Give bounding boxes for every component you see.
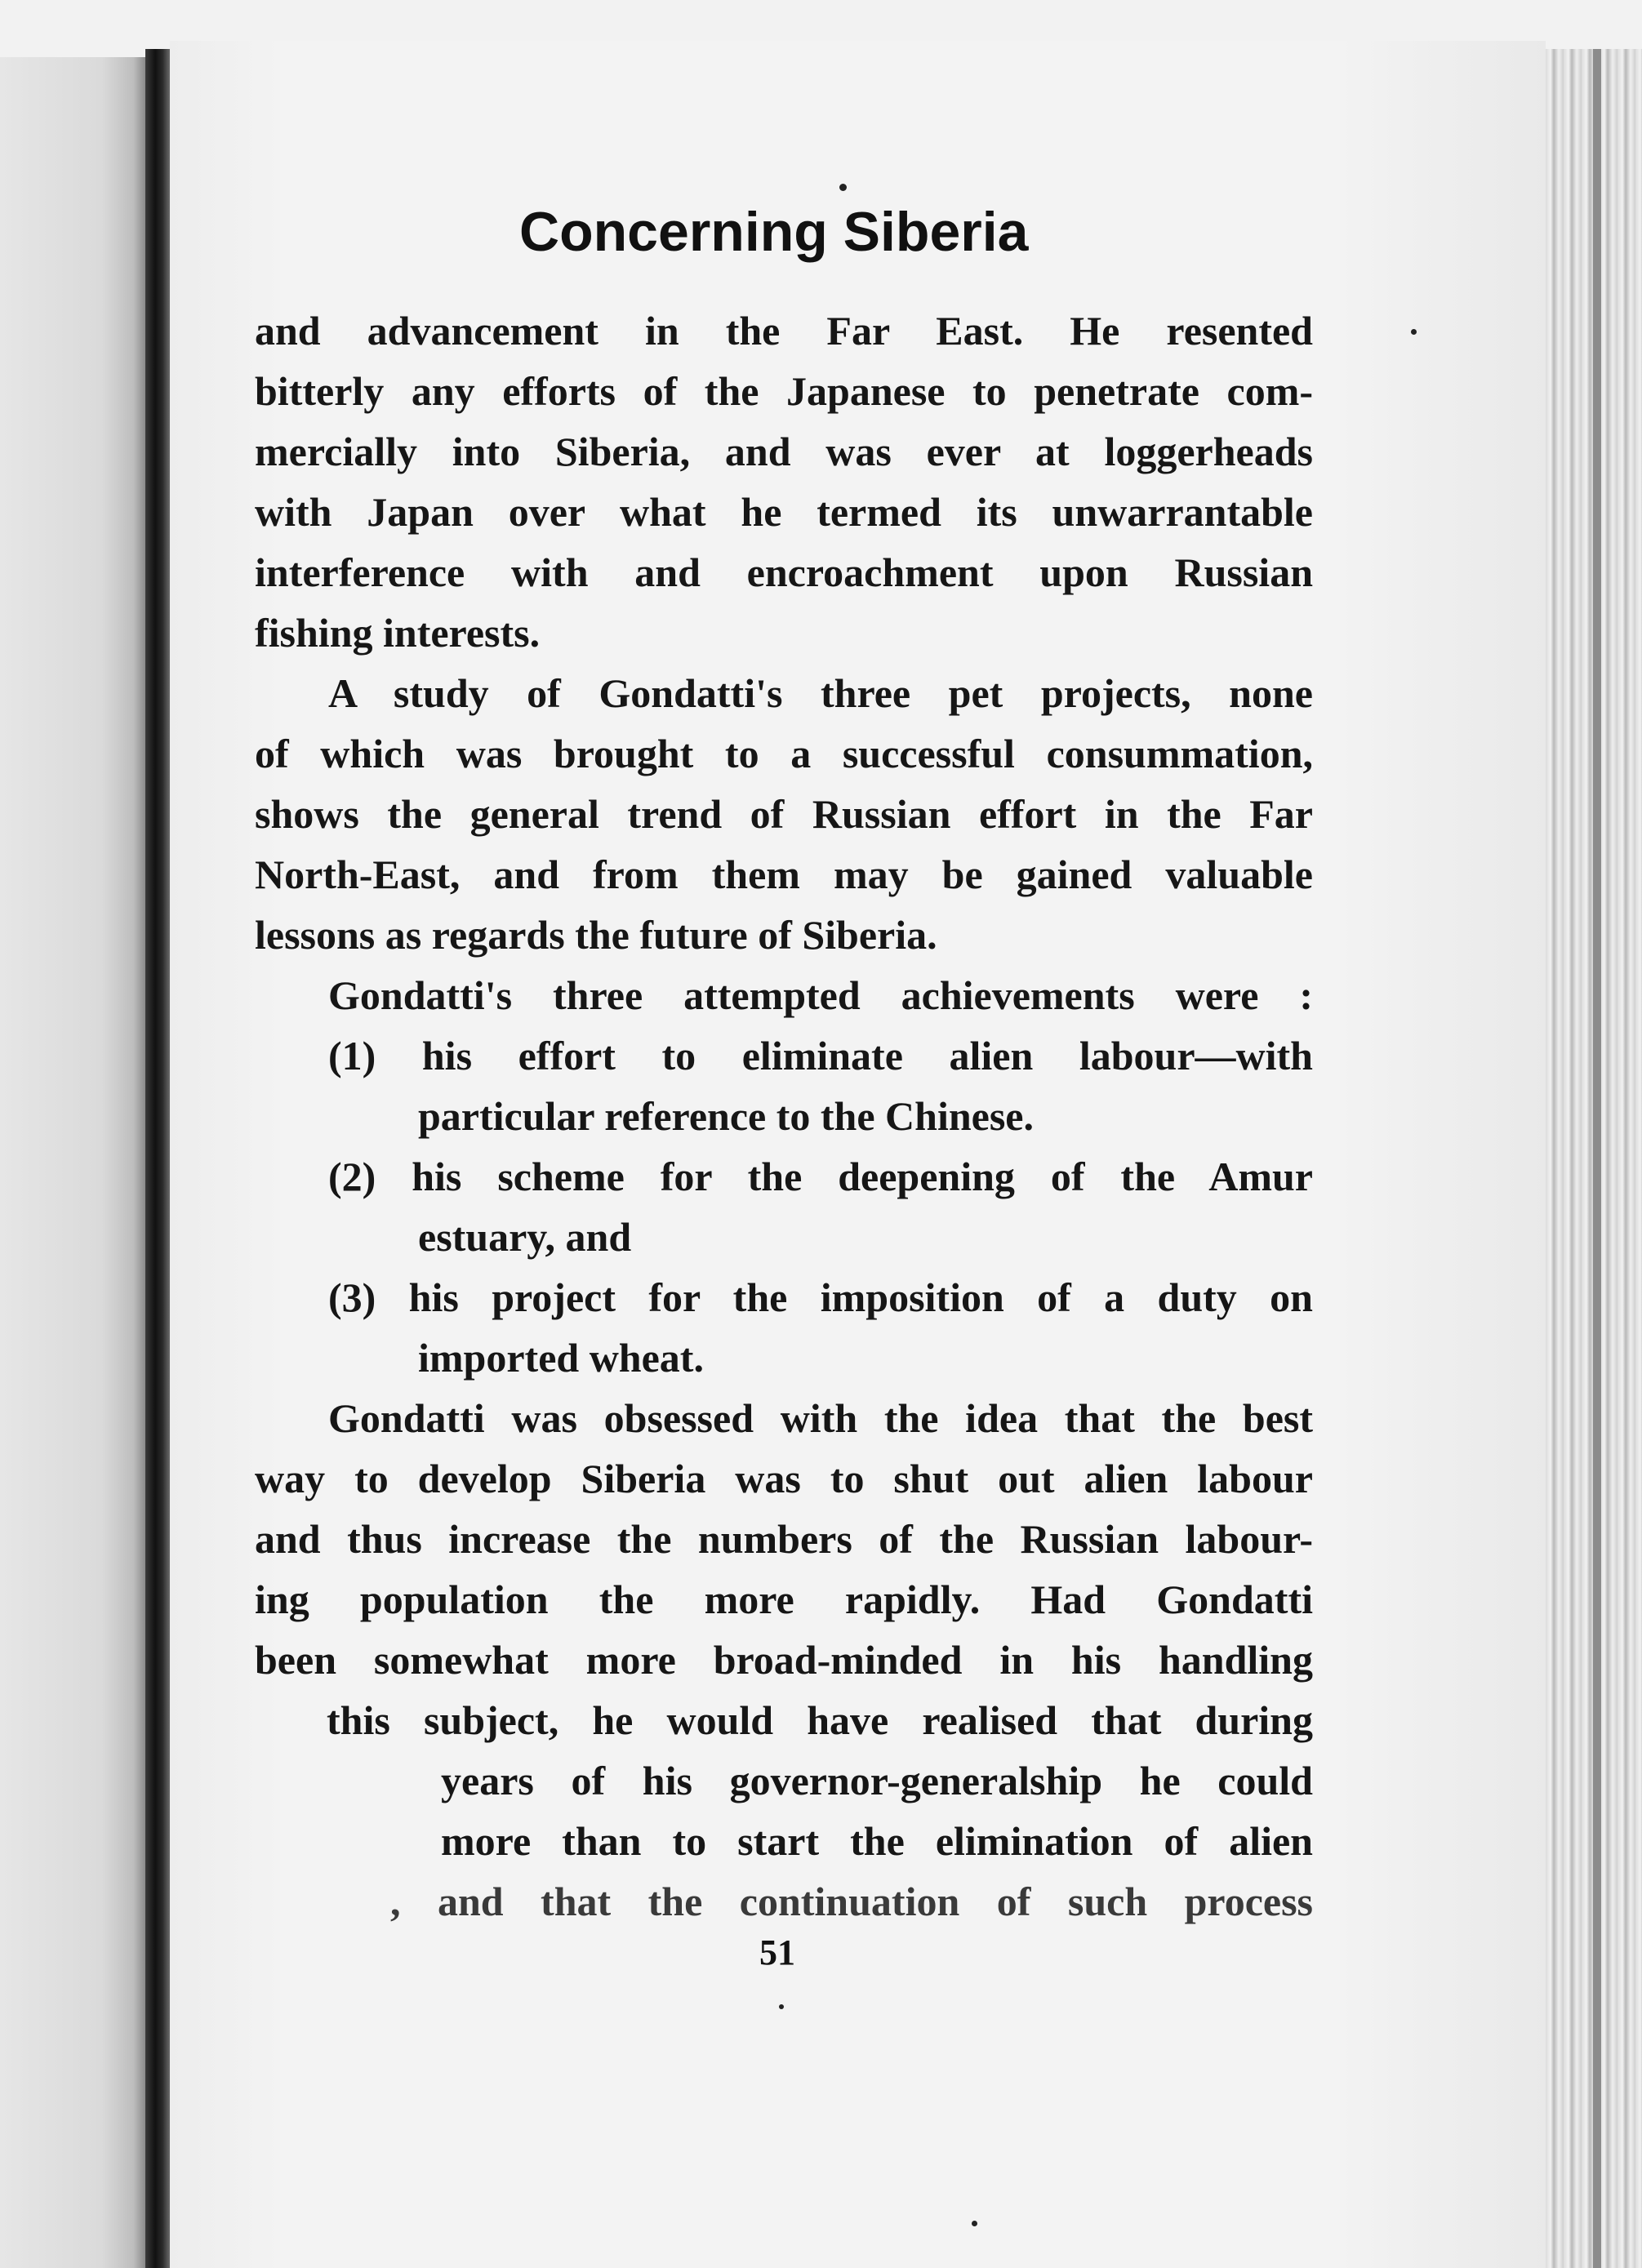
text-line: fishing interests.	[255, 610, 541, 656]
text-line: of which was brought to a successful consummation,	[255, 731, 1313, 776]
text-line: way to develop Siberia was to shut out alien labour	[255, 1456, 1313, 1501]
list-item-continuation: estuary, and	[418, 1214, 632, 1260]
text-line: been somewhat more broad-minded in his handling	[255, 1637, 1313, 1683]
running-title: Concerning Siberia	[519, 201, 1029, 263]
list-item: (3) his project for the imposition of a duty on	[328, 1274, 1313, 1320]
text-line: Gondatti was obsessed with the idea that the best	[328, 1395, 1313, 1441]
text-line: ing population the more rapidly. Had Gondatti	[255, 1576, 1313, 1622]
list-item-continuation: particular reference to the Chinese.	[418, 1093, 1034, 1139]
page-edges	[1546, 49, 1642, 2268]
list-item: (1) his effort to eliminate alien labour—with	[328, 1033, 1313, 1078]
scan-speck	[972, 2221, 977, 2226]
text-line: North-East, and from them may be gained valuable	[255, 852, 1313, 897]
scan-speck	[1411, 329, 1417, 335]
text-line: interference with and encroachment upon Russian	[255, 549, 1313, 595]
list-item: (2) his scheme for the deepening of the Amur	[328, 1154, 1313, 1199]
text-line: this subject, he would have realised that during	[327, 1697, 1313, 1743]
left-facing-page	[0, 57, 145, 2268]
scan-speck	[839, 184, 847, 191]
text-line: and advancement in the Far East. He resented	[255, 308, 1313, 354]
text-line: with Japan over what he termed its unwarrantable	[255, 489, 1313, 535]
page-number: 51	[759, 1932, 795, 1972]
text-line: Gondatti's three attempted achievements were :	[328, 972, 1313, 1018]
text-line: mercially into Siberia, and was ever at loggerheads	[255, 429, 1313, 474]
text-line: lessons as regards the future of Siberia.	[255, 912, 937, 958]
text-line: shows the general trend of Russian effort in the Far	[255, 791, 1313, 837]
scan-speck	[779, 2004, 784, 2009]
list-item-continuation: imported wheat.	[418, 1335, 704, 1381]
text-line: years of his governor-generalship he could	[441, 1758, 1313, 1803]
text-line: and thus increase the numbers of the Russian labour-	[255, 1516, 1313, 1562]
text-line: bitterly any efforts of the Japanese to penetrate com-	[255, 368, 1313, 414]
text-line: A study of Gondatti's three pet projects, none	[328, 670, 1313, 716]
text-line: more than to start the elimination of alien	[441, 1818, 1313, 1864]
book-gutter	[145, 49, 170, 2268]
text-line: , and that the continuation of such process	[390, 1879, 1313, 1924]
